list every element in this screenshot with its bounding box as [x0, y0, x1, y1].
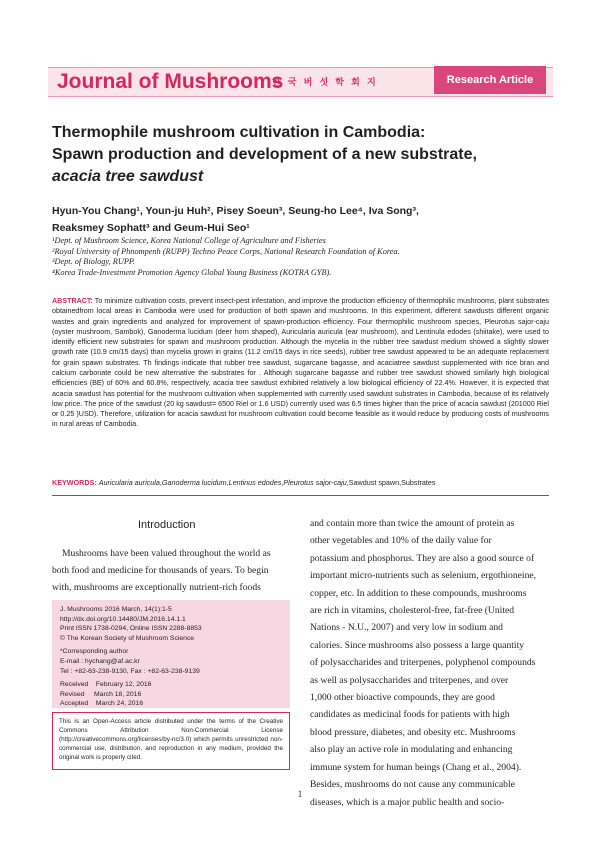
title-line: Spawn production and development of a new substrate, — [52, 146, 477, 163]
date-revised: Revised March 18, 2016 — [60, 690, 142, 698]
body-line: 1,000 other bioactive compounds, they are good — [310, 692, 495, 704]
affiliation-list — [52, 236, 552, 278]
article-type-badge: Research Article — [434, 66, 546, 94]
intro-right-column — [310, 515, 548, 811]
license-box: This is an Open-Access article distributed under the terms of the Creative Commons Attribution Non-Commercial License (http://creativecommons.org/licenses/by-nc/3.0) which permits unrestricted non-commercial use, distribution, and reproduction in any medium, provided the original work is properly cited. — [52, 712, 290, 770]
affiliation: ⁴Korea Trade-Investment Promotion Agency Global Young Business (KOTRA GYB). — [52, 267, 332, 277]
body-line: copper, etc. In addition to these compounds, mushrooms — [310, 587, 527, 599]
body-line: important micro-nutrients such as selenium, ergothioneine, — [310, 570, 537, 582]
affiliation: ²Royal University of Phnompenh (RUPP) Techno Peace Corps, National Research Foundation of Korea. — [52, 246, 400, 256]
body-line: potassium and phosphorus. They are also a good source of — [310, 552, 535, 564]
article-info-box — [52, 600, 290, 708]
author-line: Hyun-You Chang¹, Youn-ju Huh², Pisey Soeun³, Seung-ho Lee⁴, Iva Song³, — [52, 205, 419, 217]
body-line: calories. Since mushrooms also possess a large quantity — [310, 639, 525, 651]
journal-name: Journal of Mushrooms — [57, 70, 284, 93]
body-line: other vegetables and 10% of the daily value for — [310, 535, 492, 547]
body-line: immune system for human beings (Chang et al., 2004). — [310, 761, 522, 773]
body-line: Nations - N.U., 2007) and very low in sodium and — [310, 622, 503, 634]
body-line: are rich in vitamins, cholesterol-free, fat-free (United — [310, 605, 515, 617]
keyword: Sawdust spawn — [348, 478, 400, 487]
abstract-label: ABSTRACT: — [52, 297, 93, 305]
author-line: Reaksmey Sophatt³ and Geum-Hui Seo¹ — [52, 222, 250, 234]
keyword: Auricularia auricula — [98, 478, 160, 487]
body-line: as well as polysaccharides and triterpenes, and over — [310, 674, 509, 686]
keywords-label: KEYWORDS: — [52, 478, 97, 487]
keyword: Ganoderma lucidum — [161, 478, 227, 487]
affiliation: ¹Dept. of Mushroom Science, Korea National College of Agriculture and Fisheries — [52, 236, 326, 245]
section-divider — [52, 495, 549, 496]
title-line: acacia tree sawdust — [52, 168, 204, 185]
body-line: also play an active role in modulating and enhancing — [310, 744, 513, 756]
body-line: both food and medicine for thousands of years. To begin — [52, 565, 269, 577]
copyright: © The Korean Society of Mushroom Science — [60, 634, 195, 642]
abstract — [52, 296, 549, 430]
author-email[interactable]: E-mail : hychang@af.ac.kr — [60, 657, 140, 665]
section-heading: Introduction — [138, 519, 196, 531]
date-received: Received February 12, 2016 — [60, 681, 152, 689]
body-line: blood pressure, diabetes, and obesity etc. Mushrooms — [310, 726, 516, 738]
keyword: Pleurotus sajor-caju — [283, 478, 347, 487]
body-line: Besides, mushrooms do not cause any communicable — [310, 779, 515, 791]
body-line: of polysaccharides and triterpenes, polyphenol compounds — [310, 657, 536, 669]
journal-citation: J. Mushrooms 2016 March, 14(1):1-5 — [60, 606, 172, 613]
doi-link[interactable]: http://dx.doi.org/10.14480/JM.2016.14.1.1 — [60, 615, 186, 623]
article-title — [52, 122, 552, 188]
abstract-text: To minimize cultivation costs, prevent insect-pest infestation, and improve the production efficiency of thermophilic mushrooms, plant substrates obtainedfrom local areas in Cambodia were used for production of both spawn and mushrooms. In this experiment, different sawdusts different organic wastes and grain ingredients and analyzed for improvement of spawn-production efficiency. Four thermophilic mushroom species, Pleurotus sajor-caju (oyster mushroom, Sambok), Ganoderma lucidum (deer horn shaped), Auricularia auricula (ear mushroom), and Lentinula edodes (shiitake), were used to identify efficient new substrates for spawn and mushroom production. Although the mycelia in the rubber tree sawdust medium showed a slightly slower growth rate (10.9 cm/15 days) than mycelia grown in grains (11.2 cm/15 days in rice seeds), rubber tree sawdust appeared to be an adequate replacement for grain spawn substrates. Th findings indicate that rubber tree sawdust, sugarcane bagasse, and acaciatree sawdust supplemented with rice bran and calcium carbonate could be new alternative the substrates for . Although sugarcane bagasse and rubber tree sawdust showed similarly high biological efficiencies (BE) of 60% and 60.8%, respectively, acacia tree sawdust exhibited relatively a low biological efficiency of 22.4%. However, it is expected that acacia sawdust has potential for the mushroom cultivation when supplemented with currently used sawdust substrates in Cambodia, because of its relatively low price. The price of the sawdust (20 kg sawdust= 6500 Riel or 1.6 USD) currently used was 6.5 times higher than the price of acacia sawdust (201000 Riel or 0.25 )USD). Therefore, utilization for acacia sawdust for mushroom cultivation could become feasible as it would reduce by producing costs of mushrooms in rural areas of Cambodia. — [52, 297, 550, 429]
body-line: and contain more than twice the amount of protein as — [310, 518, 515, 529]
body-line: candidates as medicinal foods for patients with high — [310, 709, 510, 721]
date-accepted: Accepted March 24, 2016 — [60, 700, 144, 708]
body-line: with, mushrooms are exceptionally nutrient-rich foods — [52, 582, 261, 594]
author-phone: Tel : +82-63-238-9130, Fax : +82-63-238-9139 — [60, 667, 200, 675]
author-list — [52, 203, 552, 237]
corresponding-author-label: *Corresponding author — [60, 648, 129, 656]
title-line: Thermophile mushroom cultivation in Cambodia: — [52, 124, 426, 141]
affiliation: ³Dept. of Biology, RUPP. — [52, 257, 135, 266]
issn: Print ISSN 1738-0294, Online ISSN 2288-8853 — [60, 625, 202, 633]
body-line: Mushrooms have been valued throughout the world as — [62, 548, 271, 559]
society-name-korean: 한 국 버 섯 학 회 지 — [272, 78, 378, 88]
page-number: 1 — [297, 789, 303, 799]
body-line: diseases, which is a major public health and socio- — [310, 796, 505, 808]
keyword: Substrates — [401, 478, 436, 487]
intro-left-column — [52, 545, 290, 596]
keyword: Lentinus edodes — [228, 478, 282, 487]
keywords: KEYWORDS: Auricularia auricula,Ganoderma lucidum,Lentinus edodes,Pleurotus sajor-caju,Sawdust spawn,Substrates — [52, 478, 436, 487]
